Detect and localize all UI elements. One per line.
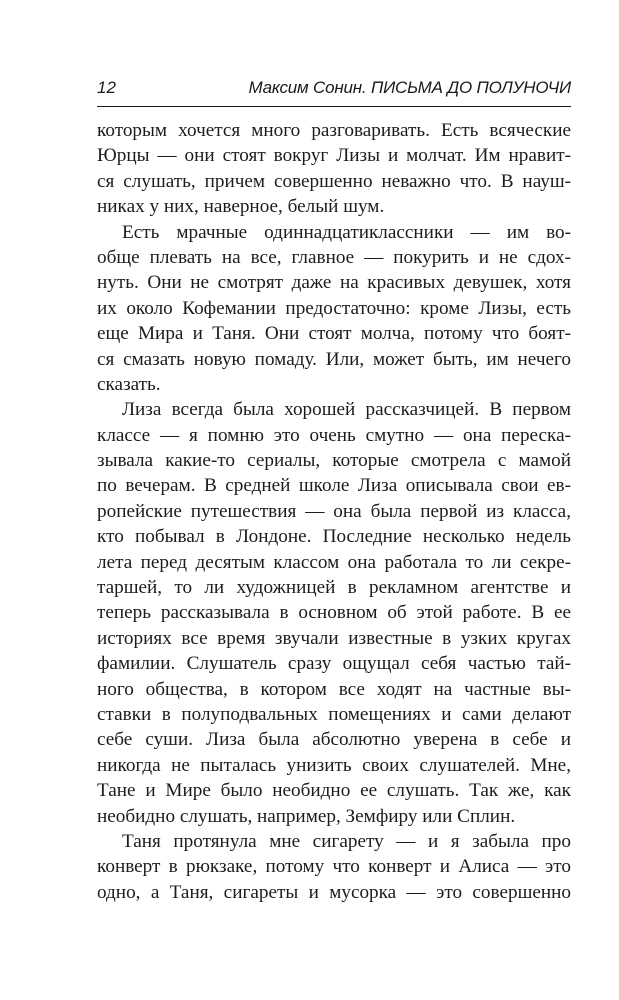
running-header bbox=[97, 72, 571, 107]
text-line: никогда не пыталась унизить своих слушателей. Мне, bbox=[97, 754, 571, 776]
text-line: по вечерам. В средней школе Лиза описывала свои ев- bbox=[97, 475, 571, 497]
page-number: 12 bbox=[97, 78, 116, 97]
paragraph-3 bbox=[97, 397, 571, 829]
text-line: кто побывал в Лондоне. Последние несколько недель bbox=[97, 526, 571, 548]
text-line: лета перед десятым классом она работала то ли секре- bbox=[97, 551, 571, 573]
text-line: ставки в полуподвальных помещениях и сами делают bbox=[97, 703, 571, 725]
text-line: таршей, то ли художницей в рекламном агентстве и bbox=[97, 577, 571, 599]
text-line: Есть мрачные одиннадцатиклассники — им во- bbox=[122, 221, 571, 243]
paragraph-2 bbox=[97, 220, 571, 398]
text-line: их около Кофемании предостаточно: кроме Лизы, есть bbox=[97, 297, 571, 319]
text-line: которым хочется много разговаривать. Есть всяческие bbox=[97, 120, 571, 141]
text-line: необидно слушать, например, Земфиру или Сплин. bbox=[97, 805, 516, 827]
text-line: Юрцы — они стоят вокруг Лизы и молчат. Им нравит- bbox=[97, 145, 571, 167]
text-line: классе — я помню это очень смутно — она переска- bbox=[97, 424, 571, 446]
text-line: нуть. Они не смотрят даже на красивых девушек, хотя bbox=[97, 272, 571, 294]
text-line: Тане и Мире было необидно ее слушать. Так же, как bbox=[97, 780, 571, 802]
text-line: ного общества, в котором все ходят на частные вы- bbox=[97, 678, 571, 700]
text-line: фамилии. Слушатель сразу ощущал себя частью тай- bbox=[97, 653, 571, 675]
book-title: Максим Сонин. ПИСЬМА ДО ПОЛУНОЧИ bbox=[248, 78, 571, 97]
paragraph-4 bbox=[97, 829, 571, 905]
text-line: обще плевать на все, главное — покурить и не сдох- bbox=[97, 246, 571, 268]
text-line: себе суши. Лиза была абсолютно уверена в себе и bbox=[97, 729, 571, 751]
text-line: одно, а Таня, сигареты и мусорка — это совершенно bbox=[97, 881, 571, 903]
text-line: ся слушать, причем совершенно неважно что. В науш- bbox=[97, 170, 571, 192]
paragraph-1 bbox=[97, 118, 571, 220]
text-line: еще Мира и Таня. Они стоят молча, потому что боят- bbox=[97, 323, 571, 345]
text-line: Лиза всегда была хорошей рассказчицей. В первом bbox=[122, 399, 571, 421]
text-line: конверт в рюкзаке, потому что конверт и Алиса — это bbox=[97, 856, 571, 878]
text-line: историях все время звучали известные в узких кругах bbox=[97, 627, 571, 649]
text-line: Таня протянула мне сигарету — и я забыла про bbox=[122, 830, 571, 852]
body-text bbox=[97, 118, 571, 905]
text-line: никах у них, наверное, белый шум. bbox=[97, 196, 385, 218]
text-line: ропейские путешествия — она была первой из класса, bbox=[97, 500, 571, 522]
text-line: теперь рассказывала в основном об этой работе. В ее bbox=[97, 602, 571, 624]
text-line: сказать. bbox=[97, 373, 161, 395]
text-line: зывала какие-то сериалы, которые смотрела с мамой bbox=[97, 450, 571, 472]
text-line: ся смазать новую помаду. Или, может быть, им нечего bbox=[97, 348, 571, 370]
